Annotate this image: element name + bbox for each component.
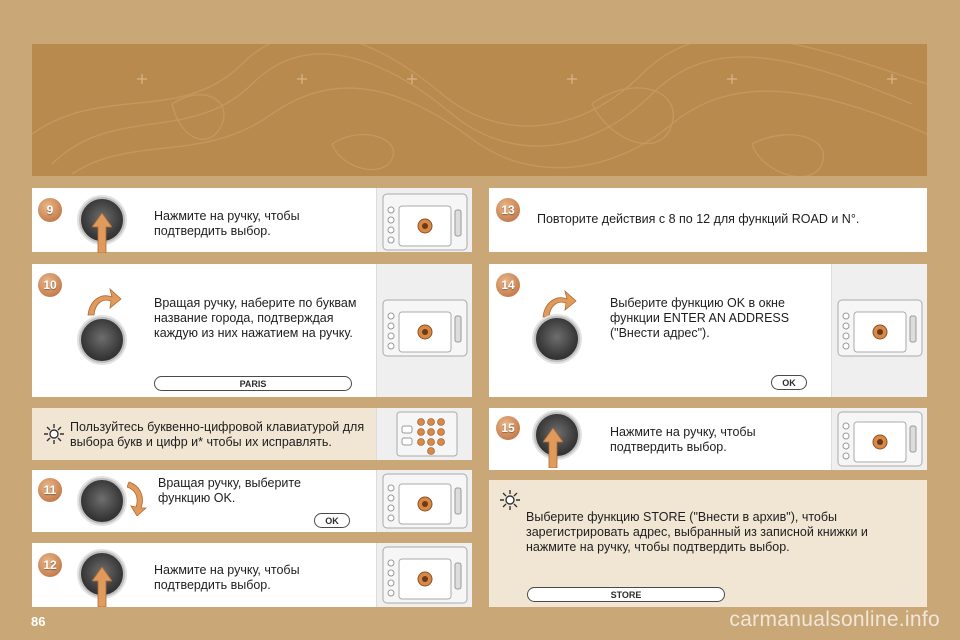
radio-unit-icon <box>831 264 927 397</box>
step-12-card <box>32 543 472 607</box>
radio-unit-icon <box>376 188 472 252</box>
step-10-card <box>32 264 472 397</box>
radio-face <box>377 543 473 607</box>
step-15-text <box>610 425 756 455</box>
paris-display-pill: PARIS <box>154 376 352 391</box>
radio-unit-icon <box>376 543 472 607</box>
press-arrow-icon <box>92 213 112 253</box>
radio-face <box>377 188 473 252</box>
step-15-line-2: подтвердить выбор. <box>610 440 727 454</box>
step-10-line-3: каждую из них нажатием на ручку. <box>154 326 353 340</box>
step-11-badge: 11 <box>38 478 62 502</box>
rotate-arrow-icon <box>86 287 122 317</box>
step-10-badge: 10 <box>38 273 62 297</box>
step-11-line-1: Вращая ручку, выберите <box>158 476 301 490</box>
step-9-text <box>154 209 300 239</box>
tip-store-line-3: нажмите на ручку, чтобы подтвердить выбор. <box>526 540 790 554</box>
step-14-line-3: ("Внести адрес"). <box>610 326 710 340</box>
watermark: carmanualsonline.info <box>729 608 940 631</box>
topo-pattern <box>32 44 927 176</box>
tip-store-text <box>526 510 868 555</box>
tip-store-line-1: Выберите функцию STORE ("Внести в архив"), чтобы <box>526 510 838 524</box>
step-14-badge: 14 <box>496 273 520 297</box>
radio-unit-icon <box>831 408 927 470</box>
rotate-arrow-icon <box>127 480 147 516</box>
tip-keypad-line-1: Пользуйтесь буквенно-цифровой клавиатурой для <box>70 420 365 434</box>
step-9-card <box>32 188 472 252</box>
step-13-text <box>537 212 859 227</box>
step-12-text <box>154 563 300 593</box>
step-11-text <box>158 476 301 506</box>
tip-keypad-card <box>32 408 472 460</box>
step-15-card <box>489 408 927 470</box>
step-13-line-1: Повторите действия с 8 по 12 для функций ROAD и N°. <box>537 212 860 226</box>
store-display-pill: STORE <box>527 587 725 602</box>
step-14-card <box>489 264 927 397</box>
step-11-line-2: функцию OK. <box>158 491 236 505</box>
tip-store-line-2: зарегистрировать адрес, выбранный из записной книжки и <box>526 525 868 539</box>
step-9-line-1: Нажмите на ручку, чтобы <box>154 209 300 223</box>
step-15-line-1: Нажмите на ручку, чтобы <box>610 425 756 439</box>
step-15-badge: 15 <box>496 416 520 440</box>
step-11-card <box>32 470 472 532</box>
step-14-line-1: Выберите функцию OK в окне <box>610 296 785 310</box>
step-13-badge: 13 <box>496 198 520 222</box>
rotate-arrow-icon <box>541 289 577 319</box>
rotary-knob-icon <box>79 317 125 363</box>
step-12-badge: 12 <box>38 553 62 577</box>
radio-face <box>377 470 473 532</box>
lightbulb-icon <box>43 423 65 445</box>
ok-display-pill: OK <box>771 375 807 390</box>
tip-keypad-line-2: выбора букв и цифр и* чтобы их исправлять. <box>70 435 332 449</box>
radio-unit-icon <box>376 264 472 397</box>
radio-face <box>377 264 473 397</box>
tip-keypad-text <box>70 420 364 450</box>
lightbulb-icon <box>499 489 521 511</box>
step-9-badge: 9 <box>38 198 62 222</box>
step-10-line-1: Вращая ручку, наберите по буквам <box>154 296 357 310</box>
keypad-icon <box>376 408 472 460</box>
step-13-card <box>489 188 927 252</box>
page-number: 86 <box>31 614 46 629</box>
step-10-line-2: название города, подтверждая <box>154 311 334 325</box>
step-12-line-2: подтвердить выбор. <box>154 578 271 592</box>
topo-map-banner <box>32 44 927 176</box>
step-14-line-2: функции ENTER AN ADDRESS <box>610 311 790 325</box>
keypad-face <box>377 408 473 460</box>
press-arrow-icon <box>92 567 112 607</box>
step-14-text <box>610 296 789 341</box>
radio-face <box>832 408 928 470</box>
step-10-text <box>154 296 356 341</box>
rotary-knob-icon <box>534 316 580 362</box>
radio-unit-icon <box>376 470 472 532</box>
rotary-knob-icon <box>79 478 125 524</box>
radio-face <box>832 264 928 397</box>
step-12-line-1: Нажмите на ручку, чтобы <box>154 563 300 577</box>
ok-display-pill: OK <box>314 513 350 528</box>
tip-store-card <box>489 480 927 607</box>
step-9-line-2: подтвердить выбор. <box>154 224 271 238</box>
press-arrow-icon <box>543 428 563 468</box>
